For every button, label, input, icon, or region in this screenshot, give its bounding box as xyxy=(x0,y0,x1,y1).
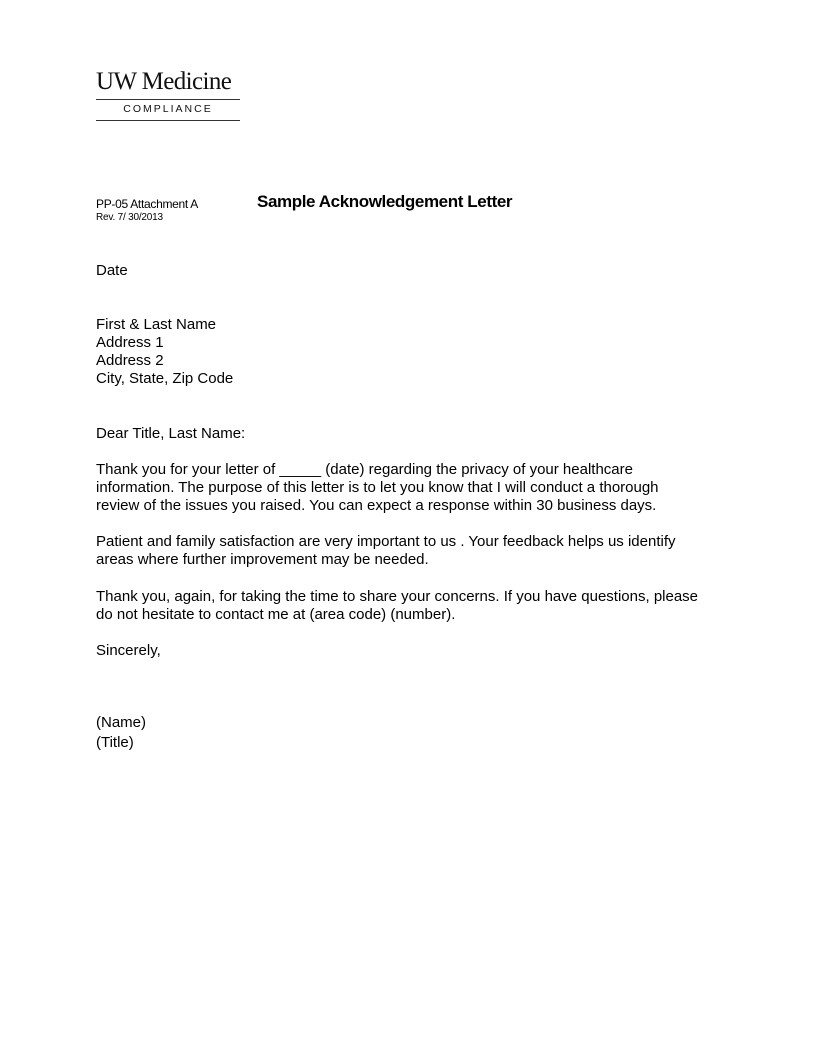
recipient-name: First & Last Name xyxy=(96,316,217,333)
uw-medicine-logo xyxy=(96,68,240,121)
recipient-address-line1: Address 1 xyxy=(96,334,164,351)
recipient-city-state-zip: City, State, Zip Code xyxy=(96,370,234,387)
document-reference: PP-05 Attachment A xyxy=(96,197,198,211)
logo-underline xyxy=(96,120,240,121)
logo-subtitle: COMPLIANCE xyxy=(123,103,213,115)
recipient-address-line2: Address 2 xyxy=(96,352,164,369)
closing: Sincerely, xyxy=(96,642,161,659)
logo-name: UW Medicine xyxy=(96,68,232,95)
body-paragraph-2: Patient and family satisfaction are very important to us . Your feedback helps us identify areas where further improvement may be needed. xyxy=(96,533,676,568)
document-title: Sample Acknowledgement Letter xyxy=(257,192,513,211)
signature-title: (Title) xyxy=(96,734,134,751)
body-paragraph-3: Thank you, again, for taking the time to share your concerns. If you have questions, please do not hesitate to contact me at (area code) (number). xyxy=(96,588,699,623)
salutation: Dear Title, Last Name: xyxy=(96,425,246,442)
signature-name: (Name) xyxy=(96,714,147,731)
body-paragraph-1: Thank you for your letter of _____ (date) regarding the privacy of your healthcare information. The purpose of this letter is to let you know that I will conduct a thorough review of the issues you raised. You can expect a response within 30 business days. xyxy=(96,461,659,514)
letter-date: Date xyxy=(96,262,128,279)
document-revision: Rev. 7/ 30/2013 xyxy=(96,212,163,223)
